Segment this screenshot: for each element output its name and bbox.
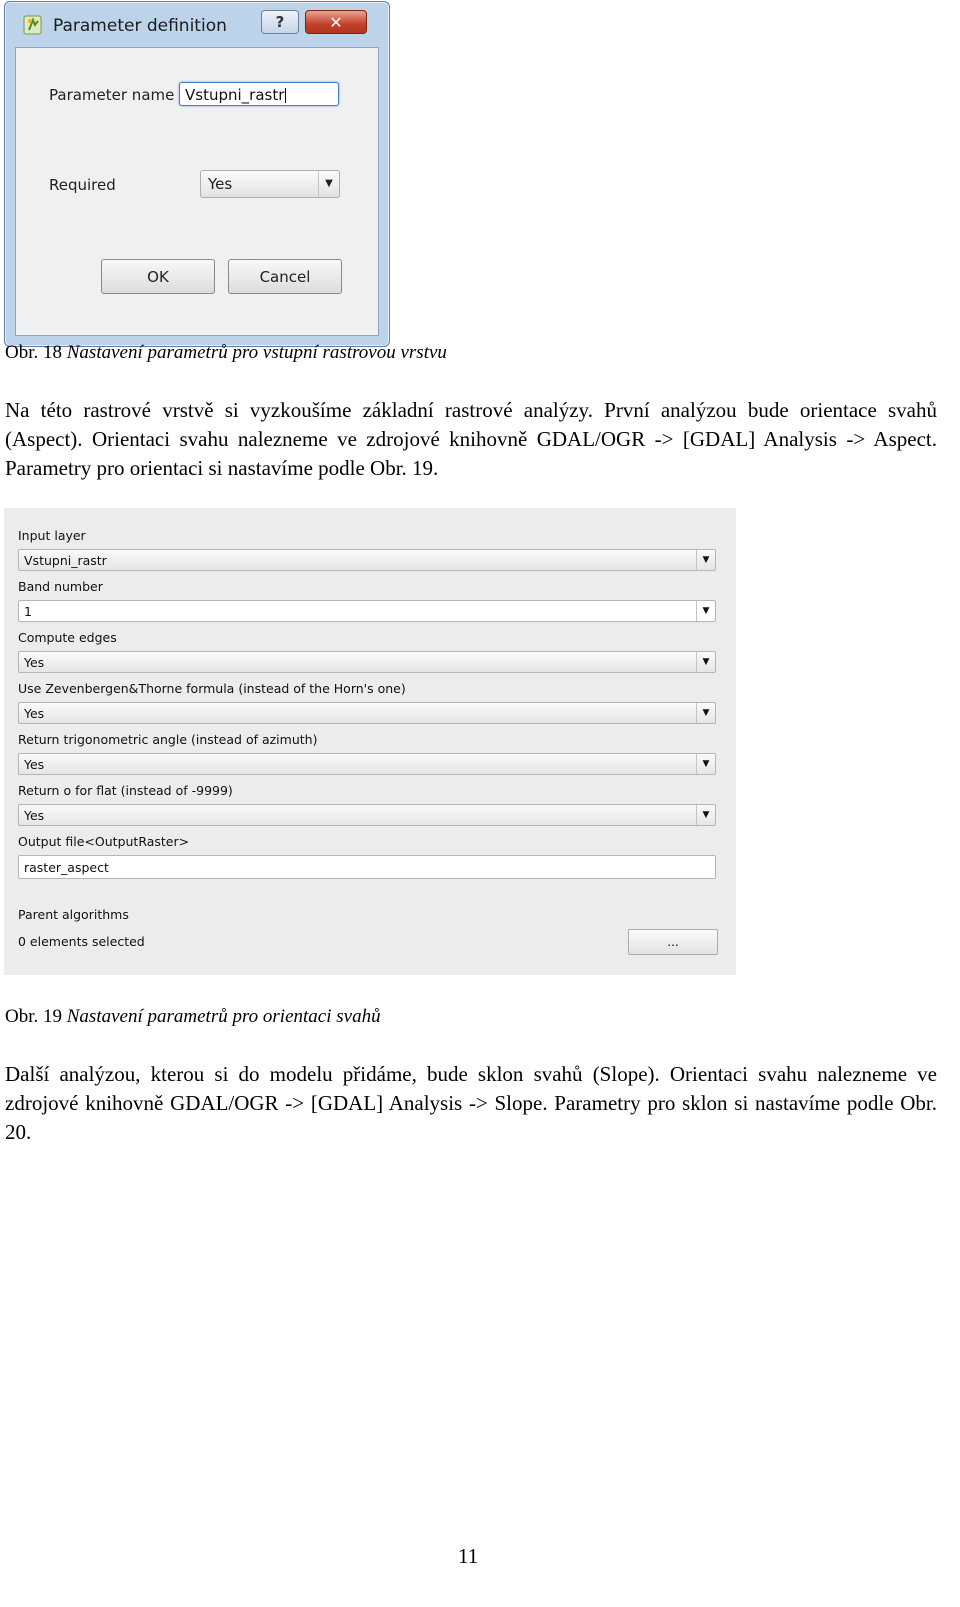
input-layer-label: Input layer: [18, 528, 86, 543]
ok-button[interactable]: OK: [101, 259, 215, 294]
compute-edges-select[interactable]: [18, 651, 716, 673]
flat-label: Return o for flat (instead of -9999): [18, 783, 233, 798]
page-number: 11: [458, 1544, 479, 1568]
dialog-title-bar[interactable]: [5, 2, 389, 44]
compute-edges-value: Yes: [24, 655, 45, 670]
trig-angle-value: Yes: [24, 757, 45, 772]
chevron-down-icon[interactable]: ▼: [696, 601, 715, 621]
chevron-down-icon[interactable]: ▼: [696, 805, 715, 825]
chevron-down-icon[interactable]: ▼: [696, 703, 715, 723]
figure-19-text: Nastavení parametrů pro orientaci svahů: [66, 1006, 381, 1027]
select-parent-button[interactable]: ...: [628, 929, 718, 955]
figure-18-text: Nastavení parametrů pro vstupní rastrovou vrstvu: [66, 342, 447, 363]
aspect-parameters-panel: [4, 508, 736, 975]
parameter-name-label: Parameter name: [49, 86, 175, 104]
elements-selected-label: 0 elements selected: [18, 934, 145, 949]
trig-angle-label: Return trigonometric angle (instead of azimuth): [18, 732, 318, 747]
flat-value: Yes: [24, 808, 45, 823]
qgis-logo-icon: [23, 14, 43, 36]
parameter-name-value: Vstupni_rastr: [185, 86, 285, 104]
band-number-value: 1: [24, 604, 32, 619]
band-number-select[interactable]: [18, 600, 716, 622]
input-layer-select[interactable]: [18, 549, 716, 571]
parameter-definition-dialog: [4, 1, 390, 347]
input-layer-value: Vstupni_rastr: [24, 553, 107, 568]
required-label: Required: [49, 176, 116, 194]
parent-algorithms-label: Parent algorithms: [18, 907, 129, 922]
figure-19-caption: [5, 1006, 381, 1028]
figure-18-number: Obr. 18: [5, 342, 62, 363]
chevron-down-icon[interactable]: ▼: [696, 754, 715, 774]
close-button[interactable]: ✕: [305, 10, 367, 34]
help-button[interactable]: ?: [261, 10, 299, 34]
output-file-label: Output file<OutputRaster>: [18, 834, 190, 849]
required-select-value: Yes: [208, 175, 233, 193]
band-number-label: Band number: [18, 579, 103, 594]
compute-edges-label: Compute edges: [18, 630, 117, 645]
chevron-down-icon[interactable]: ▼: [696, 550, 715, 570]
zevenbergen-select[interactable]: [18, 702, 716, 724]
chevron-down-icon[interactable]: ▼: [318, 171, 339, 197]
zevenbergen-label: Use Zevenbergen&Thorne formula (instead of the Horn's one): [18, 681, 406, 696]
figure-19-number: Obr. 19: [5, 1006, 62, 1027]
trig-angle-select[interactable]: [18, 753, 716, 775]
dialog-title: Parameter definition: [53, 16, 227, 36]
text-caret: [285, 88, 286, 103]
cancel-button[interactable]: Cancel: [228, 259, 342, 294]
output-file-input[interactable]: raster_aspect: [18, 855, 716, 879]
paragraph-slope: Další analýzou, kterou si do modelu přidáme, bude sklon svahů (Slope). Orientaci svahu nalezneme ve zdrojové knihovně GDAL/OGR -> [GDAL] Analysis -> Slope. Parametry pro sklon si nastavíme podle Obr. 20.: [5, 1062, 937, 1144]
required-select[interactable]: [200, 170, 340, 198]
flat-select[interactable]: [18, 804, 716, 826]
figure-18-caption: [5, 342, 447, 364]
paragraph-aspect: Na této rastrové vrstvě si vyzkoušíme základní rastrové analýzy. První analýzou bude orientace svahů (Aspect). Orientaci svahu nalezneme ve zdrojové knihovně GDAL/OGR -> [GDAL] Analysis -> Aspect. Parametry pro orientaci si nastavíme podle Obr. 19.: [5, 398, 937, 480]
dialog-body: [15, 47, 379, 336]
parameter-name-input[interactable]: [179, 82, 339, 106]
zevenbergen-value: Yes: [24, 706, 45, 721]
chevron-down-icon[interactable]: ▼: [696, 652, 715, 672]
